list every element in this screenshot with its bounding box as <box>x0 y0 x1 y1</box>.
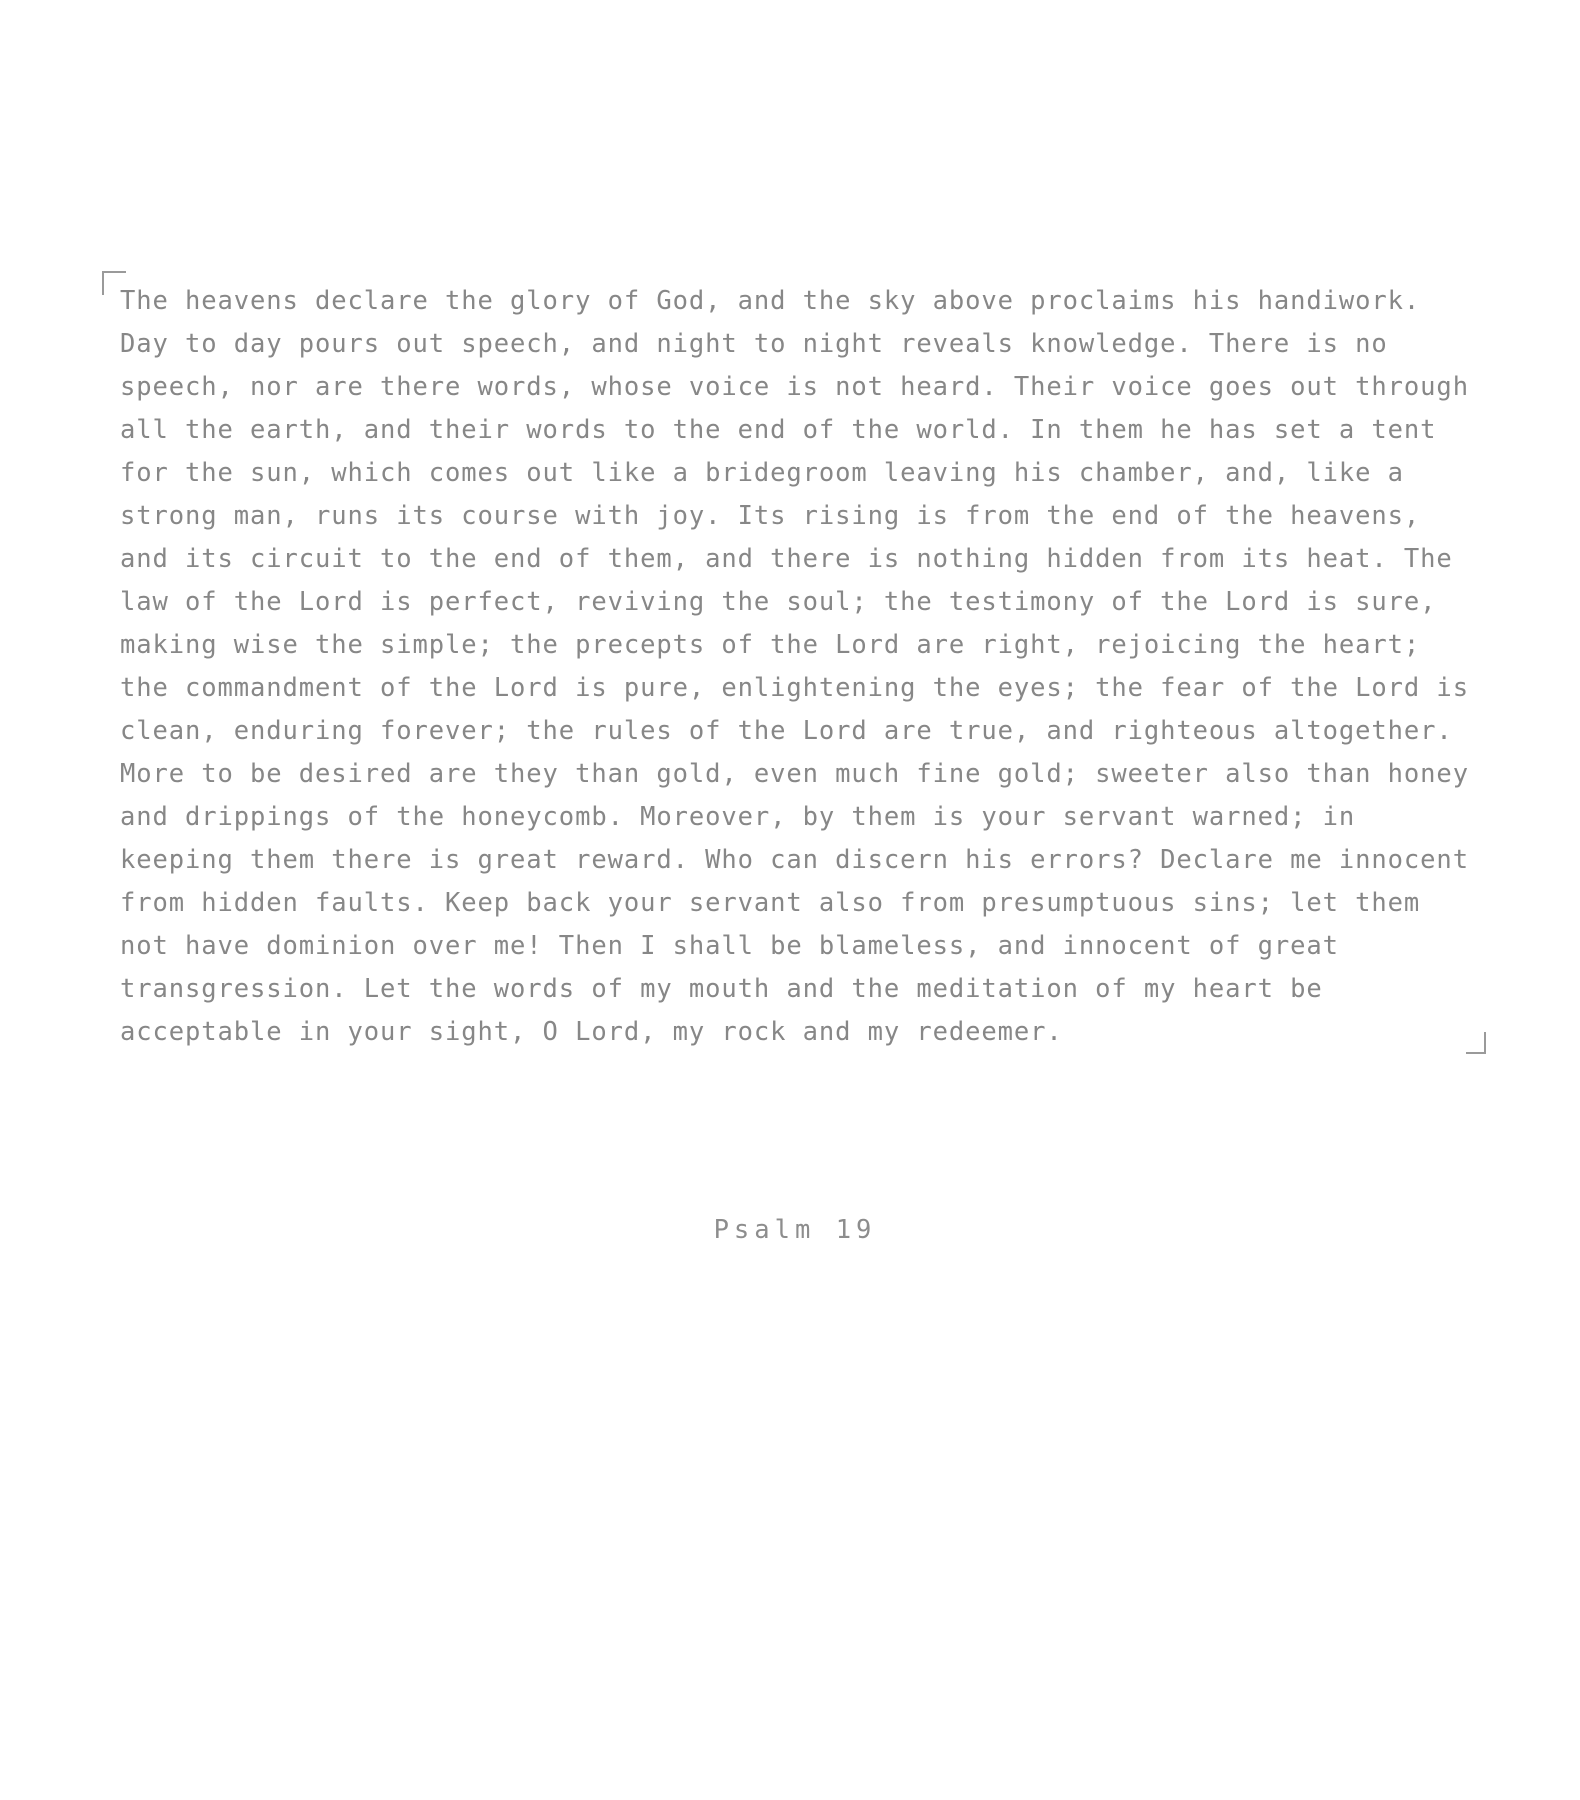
quote-text: The heavens declare the glory of God, and the sky above proclaims his handiwork. Day to day pours out speech, and night to night reveals knowledge. There is no speech, nor are there words, whose voice is not heard. Their voice goes out through all the earth, and their words to the end of the world. In them he has set a tent for the sun, which comes out like a bridegroom leaving his chamber, and, like a strong man, runs its course with joy. Its rising is from the end of the heavens, and its circuit to the end of them, and there is nothing hidden from its heat. The law of the Lord is perfect, reviving the soul; the testimony of the Lord is sure, making wise the simple; the precepts of the Lord are right, rejoicing the heart; the commandment of the Lord is pure, enlightening the eyes; the fear of the Lord is clean, enduring forever; the rules of the Lord are true, and righteous altogether. More to be desired are they than gold, even much fine gold; sweeter also than honey and drippings of the honeycomb. Moreover, by them is your servant warned; in keeping them there is great reward. Who can discern his errors? Declare me innocent from hidden faults. Keep back your servant also from presumptuous sins; let them not have dominion over me! Then I shall be blameless, and innocent of great transgression. Let the words of my mouth and the meditation of my heart be acceptable in your sight, O Lord, my rock and my redeemer. <box>120 286 1486 1047</box>
quote-block <box>100 280 1486 1245</box>
quote-attribution: Psalm 19 <box>713 1215 877 1245</box>
quote-close-bracket-icon <box>1466 1032 1486 1054</box>
